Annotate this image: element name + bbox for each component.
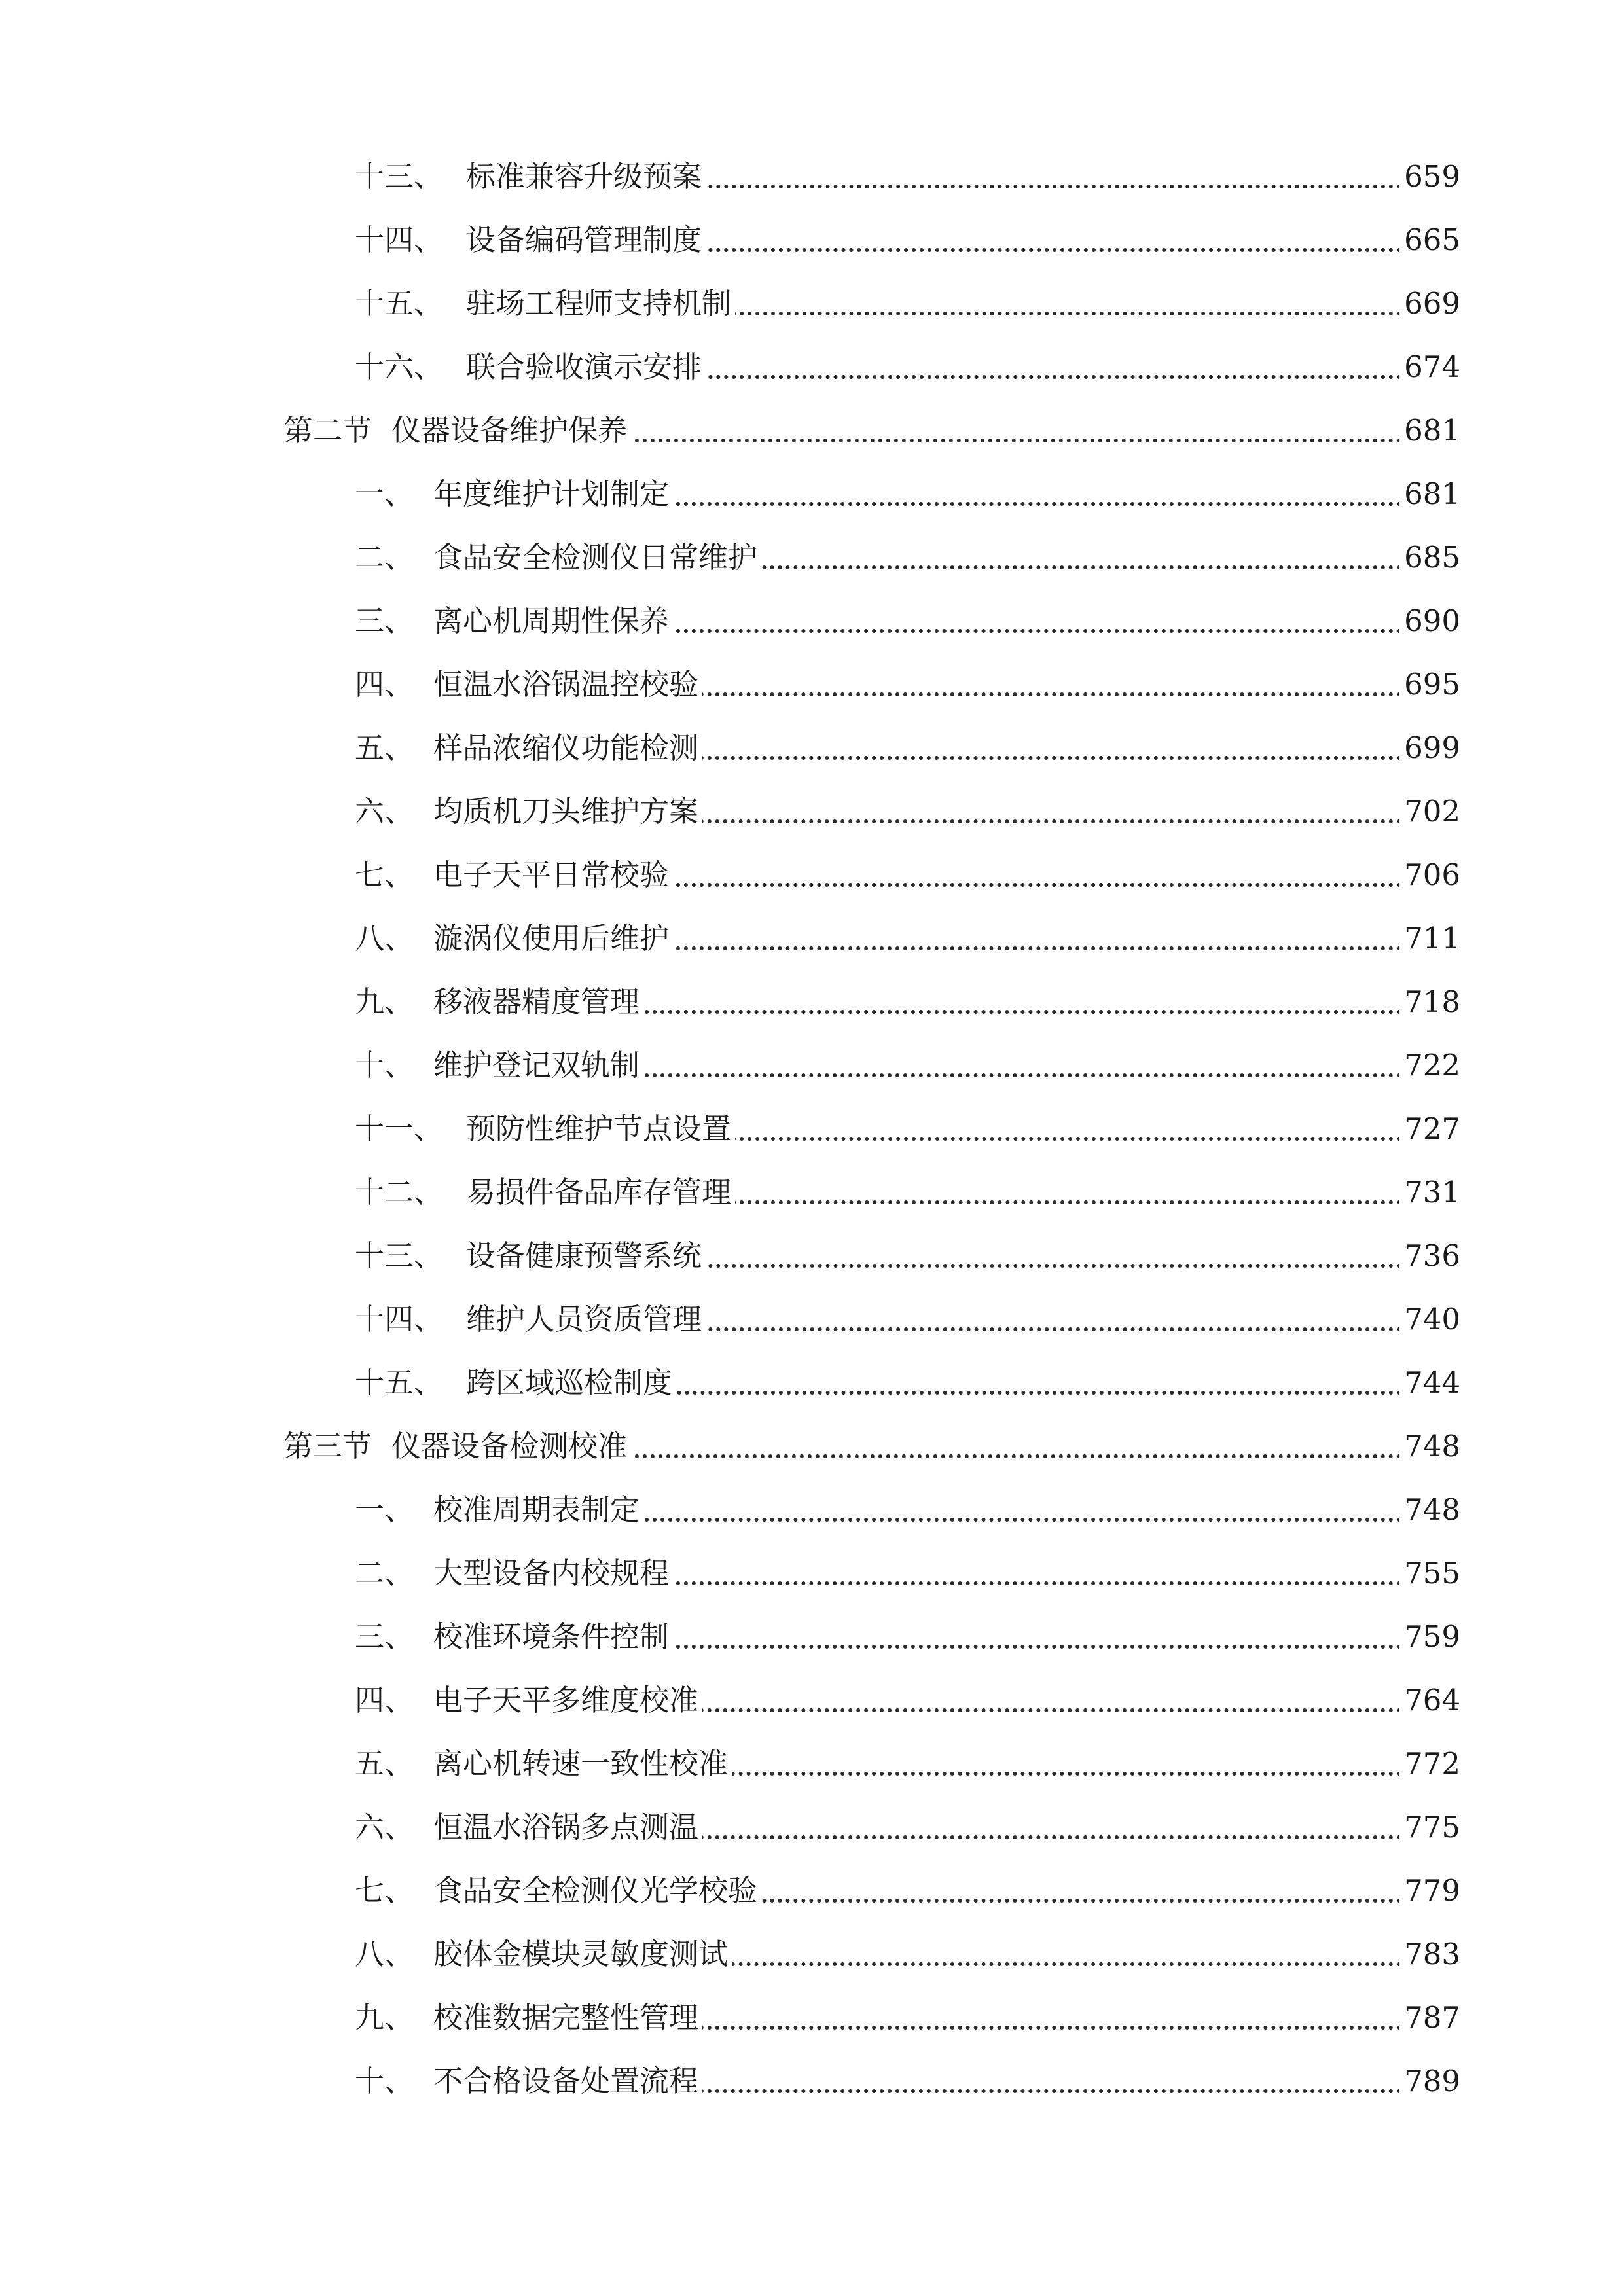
toc-entry-page: 787 — [1399, 1992, 1460, 2044]
toc-entry-title: 不合格设备处置流程 — [433, 2055, 702, 2108]
toc-entry-page: 669 — [1399, 278, 1460, 330]
toc-entry[interactable] — [0, 1738, 1624, 1790]
toc-entry-number: 四、 — [355, 667, 414, 702]
toc-entry-page: 759 — [1399, 1611, 1460, 1663]
toc-entry-page: 779 — [1399, 1865, 1460, 1917]
toc-entry-title: 离心机周期性保养 — [433, 595, 673, 647]
toc-entry-title: 预防性维护节点设置 — [466, 1103, 735, 1155]
toc-entry-title: 联合验收演示安排 — [466, 341, 706, 393]
toc-entry[interactable] — [0, 912, 1624, 965]
toc-section-title: 仪器设备维护保养 — [391, 404, 631, 457]
toc-entry-page: 681 — [1399, 468, 1460, 520]
toc-entry-title: 移液器精度管理 — [433, 976, 643, 1028]
toc-entry-title: 大型设备内校规程 — [433, 1547, 673, 1600]
toc-entry-title: 胶体金模块灵敏度测试 — [433, 1928, 732, 1981]
toc-entry[interactable] — [0, 1611, 1624, 1663]
toc-entry-number: 十二、 — [355, 1175, 444, 1210]
toc-entry-number: 三、 — [355, 1619, 414, 1654]
toc-entry-page: 755 — [1399, 1547, 1460, 1600]
toc-entry-number: 十四、 — [355, 223, 444, 257]
toc-entry-number: 十三、 — [355, 159, 444, 194]
toc-entry[interactable] — [0, 214, 1624, 266]
toc-entry-page: 783 — [1399, 1928, 1460, 1981]
toc-entry-page: 690 — [1399, 595, 1460, 647]
toc-entry-number: 十、 — [355, 1048, 414, 1083]
toc-entry-page: 722 — [1399, 1039, 1460, 1092]
toc-entry[interactable] — [0, 278, 1624, 330]
toc-entry-page: 718 — [1399, 976, 1460, 1028]
toc-entry[interactable] — [0, 658, 1624, 711]
toc-entry-page: 674 — [1399, 341, 1460, 393]
toc-entry-number: 六、 — [355, 794, 414, 829]
toc-entry-title: 校准数据完整性管理 — [433, 1992, 702, 2044]
toc-entry-number: 六、 — [355, 1810, 414, 1844]
toc-entry-title: 恒温水浴锅温控校验 — [433, 658, 702, 711]
toc-section-number: 第三节 — [283, 1429, 372, 1463]
toc-entry-title: 离心机转速一致性校准 — [433, 1738, 732, 1790]
toc-entry-title: 设备健康预警系统 — [466, 1230, 706, 1282]
toc-entry-number: 七、 — [355, 857, 414, 892]
toc-entry-page: 775 — [1399, 1801, 1460, 1854]
toc-entry[interactable] — [0, 976, 1624, 1028]
toc-entry-title: 样品浓缩仪功能检测 — [433, 722, 702, 774]
toc-entry[interactable] — [0, 1484, 1624, 1536]
toc-entry-number: 十六、 — [355, 350, 444, 384]
toc-entry-page: 736 — [1399, 1230, 1460, 1282]
toc-entry-title: 维护登记双轨制 — [433, 1039, 643, 1092]
toc-entry[interactable] — [0, 1166, 1624, 1219]
toc-entry-number: 十五、 — [355, 286, 444, 321]
toc-entry-title: 易损件备品库存管理 — [466, 1166, 735, 1219]
toc-entry[interactable] — [0, 849, 1624, 901]
toc-entry[interactable] — [0, 468, 1624, 520]
toc-entry[interactable] — [0, 2055, 1624, 2108]
toc-entry-number: 二、 — [355, 1556, 414, 1590]
toc-entry[interactable] — [0, 1928, 1624, 1981]
toc-entry-number: 五、 — [355, 1746, 414, 1781]
toc-entry[interactable] — [0, 531, 1624, 584]
toc-entry-number: 二、 — [355, 540, 414, 575]
toc-entry-page: 702 — [1399, 785, 1460, 838]
toc-entry-page: 744 — [1399, 1357, 1460, 1409]
toc-entry-page: 748 — [1399, 1484, 1460, 1536]
toc-entry[interactable] — [0, 1230, 1624, 1282]
toc-entry-page: 659 — [1399, 151, 1460, 203]
toc-entry-title: 漩涡仪使用后维护 — [433, 912, 673, 965]
toc-entry-title: 跨区域巡检制度 — [466, 1357, 676, 1409]
toc-entry-title: 均质机刀头维护方案 — [433, 785, 702, 838]
toc-entry-page: 764 — [1399, 1674, 1460, 1727]
toc-entry-number: 三、 — [355, 603, 414, 638]
toc-entry-page: 727 — [1399, 1103, 1460, 1155]
toc-entry-title: 电子天平日常校验 — [433, 849, 673, 901]
toc-entry[interactable] — [0, 1992, 1624, 2044]
toc-entry-number: 九、 — [355, 984, 414, 1019]
toc-section-entry[interactable] — [0, 1420, 1624, 1473]
toc-entry-page: 731 — [1399, 1166, 1460, 1219]
toc-entry-title: 年度维护计划制定 — [433, 468, 673, 520]
toc-entry-title: 校准周期表制定 — [433, 1484, 643, 1536]
toc-entry-page: 665 — [1399, 214, 1460, 266]
toc-entry-number: 九、 — [355, 2000, 414, 2035]
toc-entry-page: 699 — [1399, 722, 1460, 774]
toc-entry-number: 十一、 — [355, 1111, 444, 1146]
toc-entry-title: 驻场工程师支持机制 — [466, 278, 735, 330]
toc-entry-title: 标准兼容升级预案 — [466, 151, 706, 203]
toc-section-number: 第二节 — [283, 413, 372, 448]
toc-entry[interactable] — [0, 1357, 1624, 1409]
toc-entry-page: 685 — [1399, 531, 1460, 584]
toc-entry-number: 一、 — [355, 476, 414, 511]
toc-entry-title: 食品安全检测仪日常维护 — [433, 531, 761, 584]
toc-entry[interactable] — [0, 595, 1624, 647]
toc-entry[interactable] — [0, 151, 1624, 203]
toc-entry-title: 电子天平多维度校准 — [433, 1674, 702, 1727]
toc-entry[interactable] — [0, 1801, 1624, 1854]
toc-entry-number: 十三、 — [355, 1238, 444, 1273]
toc-entry-number: 四、 — [355, 1683, 414, 1717]
toc-entry-number: 十五、 — [355, 1365, 444, 1400]
toc-entry-page: 789 — [1399, 2055, 1460, 2108]
toc-entry[interactable] — [0, 341, 1624, 393]
toc-entry[interactable] — [0, 722, 1624, 774]
toc-entry-number: 一、 — [355, 1492, 414, 1527]
toc-entry-number: 十四、 — [355, 1302, 444, 1336]
toc-entry[interactable] — [0, 1674, 1624, 1727]
toc-entry-number: 五、 — [355, 730, 414, 765]
toc-entry-title: 恒温水浴锅多点测温 — [433, 1801, 702, 1854]
toc-entry-title: 设备编码管理制度 — [466, 214, 706, 266]
toc-entry-number: 七、 — [355, 1873, 414, 1908]
toc-entry[interactable] — [0, 1865, 1624, 1917]
toc-entry-page: 772 — [1399, 1738, 1460, 1790]
toc-entry[interactable] — [0, 1293, 1624, 1346]
toc-entry[interactable] — [0, 1039, 1624, 1092]
toc-entry-title: 维护人员资质管理 — [466, 1293, 706, 1346]
toc-entry-number: 八、 — [355, 921, 414, 956]
toc-entry-page: 748 — [1399, 1420, 1460, 1473]
toc-entry-page: 711 — [1399, 912, 1460, 965]
toc-entry[interactable] — [0, 785, 1624, 838]
toc-entry-title: 食品安全检测仪光学校验 — [433, 1865, 761, 1917]
toc-entry[interactable] — [0, 1547, 1624, 1600]
toc-entry[interactable] — [0, 1103, 1624, 1155]
toc-section-title: 仪器设备检测校准 — [391, 1420, 631, 1473]
toc-entry-number: 十、 — [355, 2064, 414, 2098]
toc-entry-title: 校准环境条件控制 — [433, 1611, 673, 1663]
toc-entry-page: 681 — [1399, 404, 1460, 457]
toc-entry-page: 740 — [1399, 1293, 1460, 1346]
toc-section-entry[interactable] — [0, 404, 1624, 457]
toc-entry-page: 706 — [1399, 849, 1460, 901]
toc-entry-number: 八、 — [355, 1937, 414, 1971]
toc-entry-page: 695 — [1399, 658, 1460, 711]
